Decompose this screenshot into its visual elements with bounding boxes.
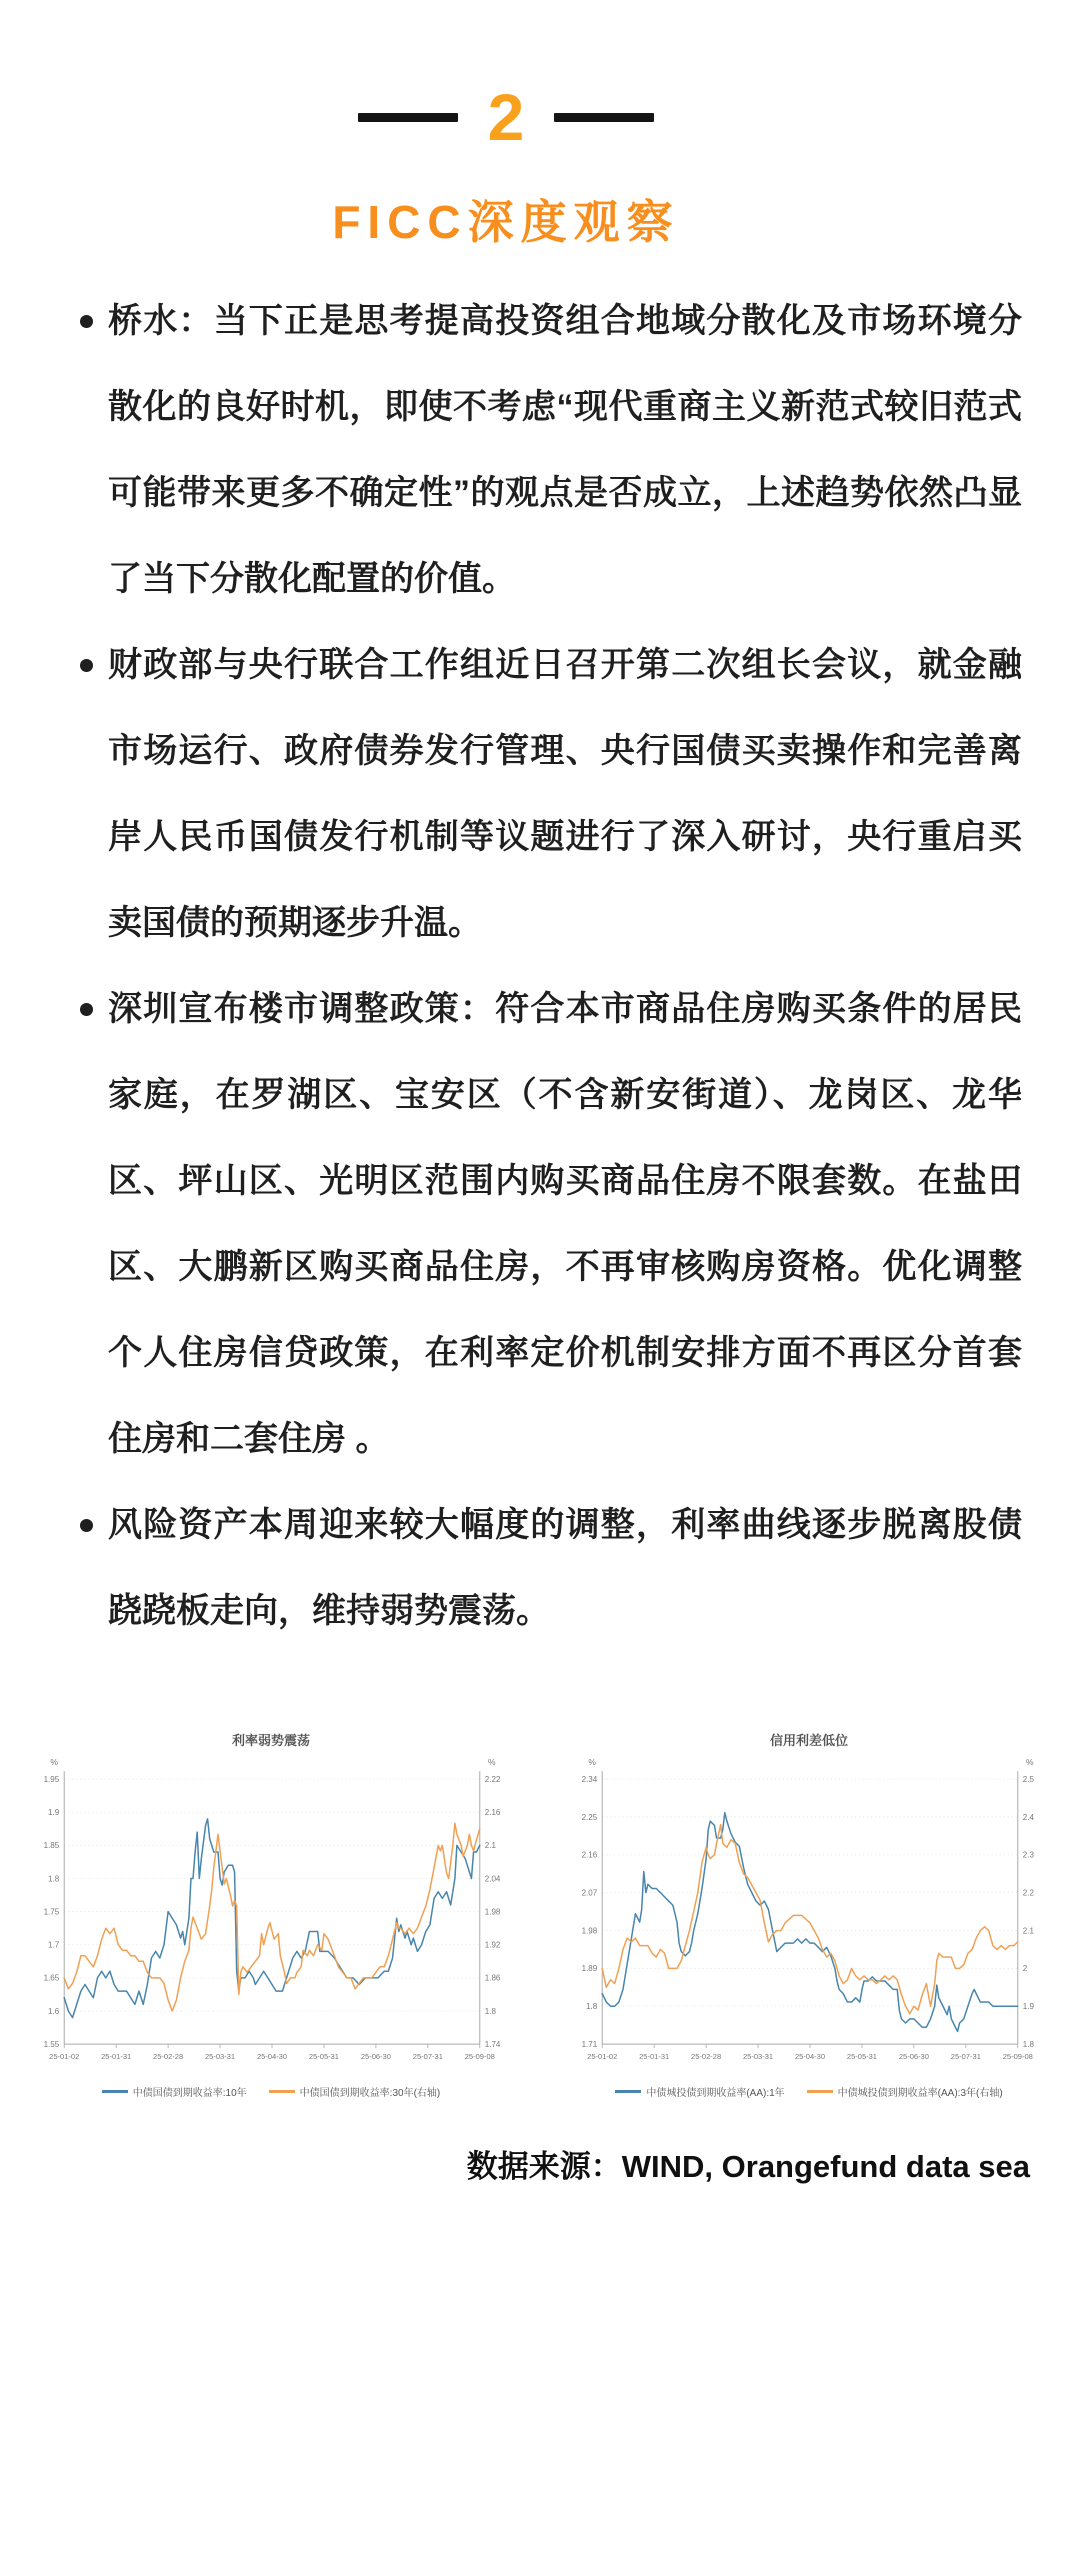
svg-text:1.8: 1.8 [484,2006,496,2016]
legend-item [269,2084,441,2099]
svg-text:1.89: 1.89 [581,1964,598,1974]
bullet-item: 财政部与央行联合工作组近日召开第二次组长会议，就金融市场运行、政府债券发行管理、央行国债买卖操作和完善离岸人民币国债发行机制等议题进行了深入研讨，央行重启买卖国债的预期逐步升温。 [78,622,1022,966]
legend-item [102,2084,247,2099]
svg-text:25-01-02: 25-01-02 [587,2052,618,2062]
svg-text:%: % [50,1757,58,1768]
svg-text:1.8: 1.8 [1022,2039,1034,2049]
svg-text:25-07-31: 25-07-31 [412,2052,443,2062]
svg-text:2.25: 2.25 [581,1812,598,1822]
svg-text:25-04-30: 25-04-30 [794,2052,826,2062]
svg-text:1.7: 1.7 [48,1940,60,1950]
svg-text:2.04: 2.04 [484,1874,501,1884]
svg-text:1.8: 1.8 [586,2002,598,2012]
svg-text:2.4: 2.4 [1022,1812,1034,1822]
chart-canvas [544,1751,1074,2084]
chart-legend [544,2084,1074,2099]
svg-text:2.16: 2.16 [581,1850,598,1860]
svg-text:25-04-30: 25-04-30 [256,2052,288,2062]
svg-text:25-09-08: 25-09-08 [464,2052,495,2062]
legend-item [807,2084,1003,2099]
svg-text:1.74: 1.74 [484,2039,501,2049]
svg-text:25-05-31: 25-05-31 [308,2052,339,2062]
svg-text:1.85: 1.85 [43,1841,60,1851]
svg-text:25-06-30: 25-06-30 [360,2052,391,2062]
svg-text:%: % [588,1757,596,1768]
svg-text:1.98: 1.98 [484,1907,501,1917]
header-left-dash [358,113,458,122]
svg-text:2.1: 2.1 [1022,1926,1034,1936]
chart-legend [6,2084,536,2099]
chart-title: 信用利差低位 [769,1733,848,1748]
svg-text:25-01-02: 25-01-02 [49,2052,80,2062]
svg-text:1.9: 1.9 [48,1808,60,1818]
chart-title: 利率弱势震荡 [231,1733,310,1748]
legend-swatch [615,2090,641,2093]
svg-text:1.55: 1.55 [43,2039,60,2049]
charts-row [0,1704,1080,2099]
svg-text:2.2: 2.2 [1022,1888,1034,1898]
svg-text:2.1: 2.1 [484,1841,496,1851]
legend-label: 中债城投债到期收益率(AA):3年(右轴) [837,2088,1003,2100]
svg-text:1.6: 1.6 [48,2006,60,2016]
svg-text:2.07: 2.07 [581,1888,598,1898]
svg-text:2.3: 2.3 [1022,1850,1034,1860]
section-header [0,0,1080,252]
svg-text:2.34: 2.34 [581,1774,598,1784]
data-source-note: 数据来源：WIND, Orangefund data sea [466,2149,1030,2185]
svg-text:1.71: 1.71 [581,2039,598,2049]
page-title: FICC深度观察 [332,196,680,248]
bullet-item: 风险资产本周迎来较大幅度的调整，利率曲线逐步脱离股债跷跷板走向，维持弱势震荡。 [78,1482,1022,1654]
legend-label: 中债城投债到期收益率(AA):1年 [646,2088,785,2100]
svg-text:25-09-08: 25-09-08 [1002,2052,1033,2062]
svg-text:1.86: 1.86 [484,1973,501,1983]
svg-text:1.92: 1.92 [484,1940,501,1950]
section-number-row [0,0,1046,154]
svg-text:25-03-31: 25-03-31 [205,2052,236,2062]
svg-text:25-01-31: 25-01-31 [639,2052,670,2062]
bullet-list [0,278,1080,1654]
legend-item [615,2084,784,2099]
svg-text:%: % [488,1757,496,1768]
svg-text:1.95: 1.95 [43,1774,60,1784]
svg-text:25-01-31: 25-01-31 [101,2052,132,2062]
svg-text:%: % [1026,1757,1034,1768]
svg-text:1.8: 1.8 [48,1874,60,1884]
legend-label: 中债国债到期收益率:10年 [132,2088,247,2100]
chart-credit-spread [544,1704,1074,2099]
svg-text:25-03-31: 25-03-31 [743,2052,774,2062]
legend-swatch [269,2090,295,2093]
svg-text:2: 2 [1022,1964,1028,1974]
legend-label: 中债国债到期收益率:30年(右轴) [299,2088,441,2100]
svg-text:25-02-28: 25-02-28 [153,2052,184,2062]
svg-text:25-02-28: 25-02-28 [691,2052,722,2062]
svg-text:1.75: 1.75 [43,1907,60,1917]
chart-canvas [6,1751,536,2084]
svg-text:2.16: 2.16 [484,1808,501,1818]
chart-rate-trend [6,1704,536,2099]
svg-text:2.5: 2.5 [1022,1774,1034,1784]
legend-swatch [102,2090,128,2093]
svg-text:2.22: 2.22 [484,1774,501,1784]
svg-text:1.65: 1.65 [43,1973,60,1983]
bullet-item: 深圳宣布楼市调整政策：符合本市商品住房购买条件的居民家庭，在罗湖区、宝安区（不含新安街道）、龙岗区、龙华区、坪山区、光明区范围内购买商品住房不限套数。在盐田区、大鹏新区购买商品住房，不再审核购房资格。优化调整个人住房信贷政策，在利率定价机制安排方面不再区分首套住房和二套住房 。 [78,966,1022,1482]
svg-text:1.9: 1.9 [1022,2002,1034,2012]
svg-text:25-05-31: 25-05-31 [846,2052,877,2062]
svg-text:25-06-30: 25-06-30 [898,2052,929,2062]
section-number: 2 [487,80,525,154]
legend-swatch [807,2090,833,2093]
bullet-item: 桥水：当下正是思考提高投资组合地域分散化及市场环境分散化的良好时机，即使不考虑“现代重商主义新范式较旧范式可能带来更多不确定性”的观点是否成立，上述趋势依然凸显了当下分散化配置的价值。 [78,278,1022,622]
svg-text:25-07-31: 25-07-31 [950,2052,981,2062]
header-right-dash [554,113,654,122]
svg-text:1.98: 1.98 [581,1926,598,1936]
